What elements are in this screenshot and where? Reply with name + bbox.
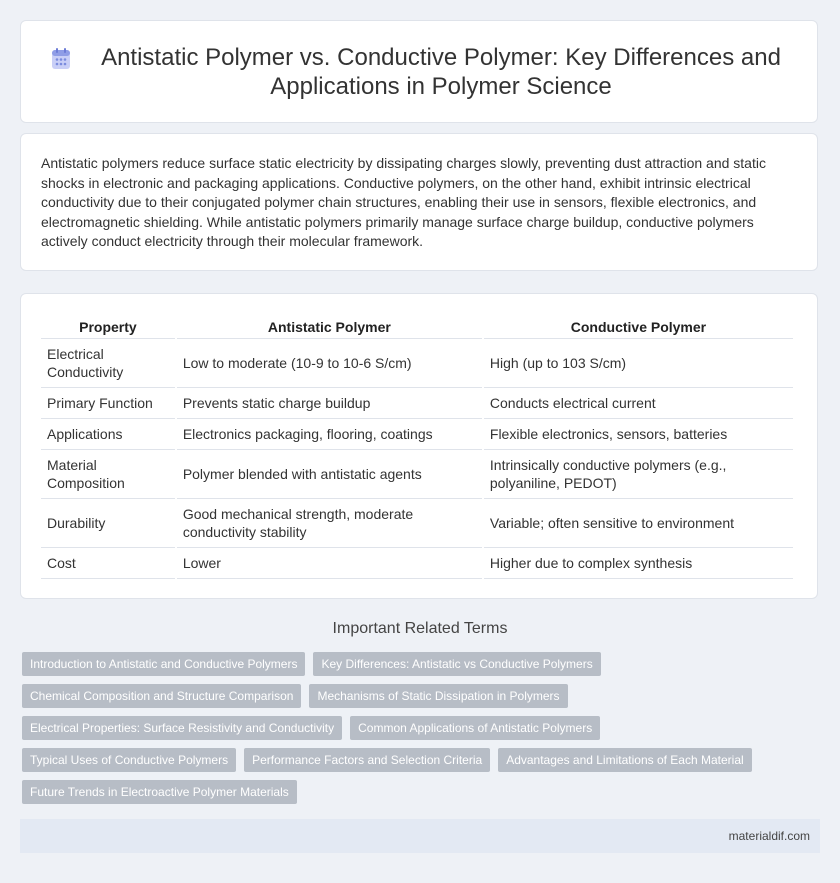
table-cell: Good mechanical strength, moderate conductivity stability xyxy=(177,499,482,548)
intro-paragraph: Antistatic polymers reduce surface static electricity by dissipating charges slowly, preventing dust attraction and static shocks in electronic and packaging applications. Conductive polymers, on the other hand, exhibit intrinsic electrical conductivity due to their conjugated polymer chain structures, enabling their use in sensors, flexible electronics, and electromagnetic shielding. While antistatic polymers primarily manage surface charge buildup, conductive polymers actively conduct electricity through their molecular framework. xyxy=(41,155,766,249)
table-cell: Flexible electronics, sensors, batteries xyxy=(484,419,793,450)
table-cell: Material Composition xyxy=(41,450,175,499)
table-cell: Prevents static charge buildup xyxy=(177,388,482,419)
table-row xyxy=(41,388,793,419)
title-card xyxy=(20,20,818,123)
related-term-link[interactable]: Typical Uses of Conductive Polymers xyxy=(22,748,236,772)
table-row xyxy=(41,548,793,579)
related-term-link[interactable]: Mechanisms of Static Dissipation in Polymers xyxy=(309,684,567,708)
page-title: Antistatic Polymer vs. Conductive Polymer: Key Differences and Applications in Polymer Science xyxy=(101,43,781,100)
related-term-link[interactable]: Key Differences: Antistatic vs Conductive Polymers xyxy=(313,652,600,676)
table-cell: Durability xyxy=(41,499,175,548)
table-row xyxy=(41,339,793,388)
related-term-link[interactable]: Common Applications of Antistatic Polymers xyxy=(350,716,600,740)
column-header: Conductive Polymer xyxy=(484,314,793,339)
related-terms-heading: Important Related Terms xyxy=(332,620,508,637)
table-cell: Electronics packaging, flooring, coatings xyxy=(177,419,482,450)
footer xyxy=(20,819,820,853)
table-row xyxy=(41,419,793,450)
table-cell: Primary Function xyxy=(41,388,175,419)
table-cell: Intrinsically conductive polymers (e.g., polyaniline, PEDOT) xyxy=(484,450,793,499)
comparison-table xyxy=(39,314,795,579)
table-cell: Low to moderate (10-9 to 10-6 S/cm) xyxy=(177,339,482,388)
comparison-card xyxy=(20,293,818,599)
site-name[interactable]: materialdif.com xyxy=(728,829,810,843)
intro-card xyxy=(20,133,818,271)
related-term-link[interactable]: Electrical Properties: Surface Resistivity and Conductivity xyxy=(22,716,342,740)
table-cell: Conducts electrical current xyxy=(484,388,793,419)
table-header-row xyxy=(41,314,793,339)
table-cell: Applications xyxy=(41,419,175,450)
table-row xyxy=(41,499,793,548)
column-header: Property xyxy=(41,314,175,339)
table-cell: Lower xyxy=(177,548,482,579)
table-cell: Polymer blended with antistatic agents xyxy=(177,450,482,499)
table-cell: High (up to 103 S/cm) xyxy=(484,339,793,388)
table-cell: Higher due to complex synthesis xyxy=(484,548,793,579)
related-term-link[interactable]: Chemical Composition and Structure Comparison xyxy=(22,684,301,708)
related-term-link[interactable]: Performance Factors and Selection Criteria xyxy=(244,748,490,772)
document-icon xyxy=(49,47,73,71)
table-cell: Variable; often sensitive to environment xyxy=(484,499,793,548)
related-term-link[interactable]: Future Trends in Electroactive Polymer Materials xyxy=(22,780,297,804)
related-terms-list xyxy=(22,652,802,812)
table-cell: Electrical Conductivity xyxy=(41,339,175,388)
column-header: Antistatic Polymer xyxy=(177,314,482,339)
related-term-link[interactable]: Introduction to Antistatic and Conductive Polymers xyxy=(22,652,305,676)
related-term-link[interactable]: Advantages and Limitations of Each Material xyxy=(498,748,751,772)
table-row xyxy=(41,450,793,499)
table-cell: Cost xyxy=(41,548,175,579)
